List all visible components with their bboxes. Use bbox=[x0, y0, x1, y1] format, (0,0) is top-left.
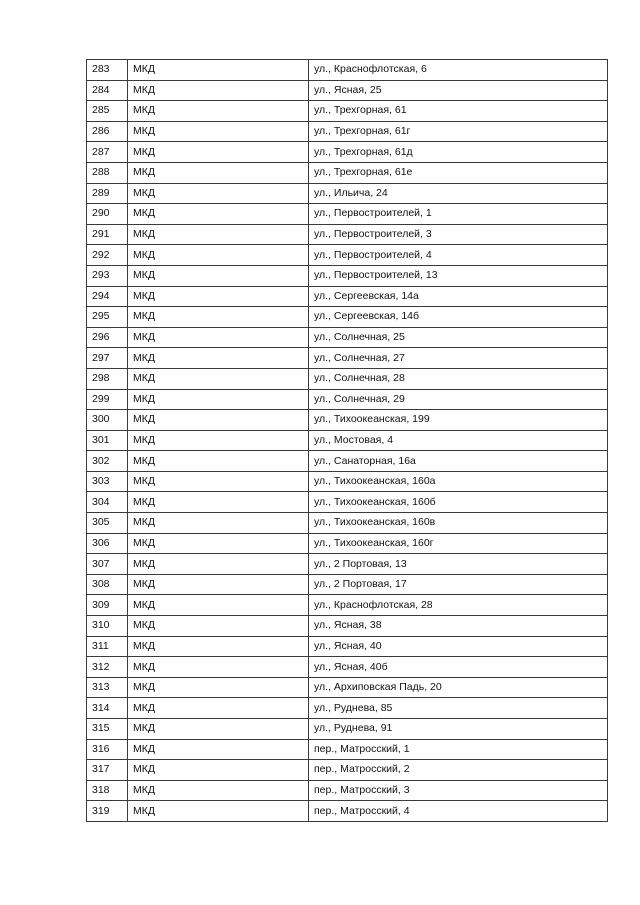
row-number-cell: 318 bbox=[87, 780, 128, 801]
address-cell: ул., 2 Портовая, 13 bbox=[309, 554, 608, 575]
object-type-cell: МКД bbox=[128, 801, 309, 822]
row-number-cell: 317 bbox=[87, 760, 128, 781]
row-number-cell: 286 bbox=[87, 121, 128, 142]
object-type-cell: МКД bbox=[128, 121, 309, 142]
object-type-cell: МКД bbox=[128, 698, 309, 719]
table-row bbox=[87, 780, 608, 801]
address-cell: ул., Тихоокеанская, 160в bbox=[309, 513, 608, 534]
table-row bbox=[87, 307, 608, 328]
address-cell: ул., 2 Портовая, 17 bbox=[309, 574, 608, 595]
address-cell: ул., Ильича, 24 bbox=[309, 183, 608, 204]
row-number-cell: 295 bbox=[87, 307, 128, 328]
object-type-cell: МКД bbox=[128, 719, 309, 740]
address-cell: ул., Сергеевская, 14б bbox=[309, 307, 608, 328]
address-cell: ул., Солнечная, 29 bbox=[309, 389, 608, 410]
table-row bbox=[87, 348, 608, 369]
address-cell: ул., Трехгорная, 61е bbox=[309, 162, 608, 183]
table-row bbox=[87, 162, 608, 183]
object-type-cell: МКД bbox=[128, 245, 309, 266]
object-type-cell: МКД bbox=[128, 204, 309, 225]
object-type-cell: МКД bbox=[128, 348, 309, 369]
row-number-cell: 312 bbox=[87, 657, 128, 678]
object-type-cell: МКД bbox=[128, 657, 309, 678]
table-row bbox=[87, 224, 608, 245]
row-number-cell: 283 bbox=[87, 60, 128, 81]
address-cell: ул., Руднева, 91 bbox=[309, 719, 608, 740]
address-cell: ул., Ясная, 38 bbox=[309, 616, 608, 637]
address-cell: ул., Руднева, 85 bbox=[309, 698, 608, 719]
address-table bbox=[86, 59, 608, 822]
address-cell: ул., Первостроителей, 13 bbox=[309, 265, 608, 286]
table-row bbox=[87, 389, 608, 410]
object-type-cell: МКД bbox=[128, 389, 309, 410]
address-cell: ул., Тихоокеанская, 160а bbox=[309, 471, 608, 492]
row-number-cell: 308 bbox=[87, 574, 128, 595]
table-row bbox=[87, 142, 608, 163]
object-type-cell: МКД bbox=[128, 533, 309, 554]
table-row bbox=[87, 616, 608, 637]
address-table-body bbox=[87, 60, 608, 822]
table-row bbox=[87, 60, 608, 81]
table-row bbox=[87, 677, 608, 698]
address-cell: ул., Тихоокеанская, 160г bbox=[309, 533, 608, 554]
row-number-cell: 301 bbox=[87, 430, 128, 451]
table-row bbox=[87, 574, 608, 595]
table-row bbox=[87, 265, 608, 286]
object-type-cell: МКД bbox=[128, 410, 309, 431]
address-cell: ул., Первостроителей, 3 bbox=[309, 224, 608, 245]
row-number-cell: 310 bbox=[87, 616, 128, 637]
row-number-cell: 313 bbox=[87, 677, 128, 698]
table-row bbox=[87, 101, 608, 122]
row-number-cell: 296 bbox=[87, 327, 128, 348]
object-type-cell: МКД bbox=[128, 616, 309, 637]
table-row bbox=[87, 719, 608, 740]
address-cell: ул., Мостовая, 4 bbox=[309, 430, 608, 451]
row-number-cell: 298 bbox=[87, 368, 128, 389]
table-row bbox=[87, 410, 608, 431]
table-row bbox=[87, 739, 608, 760]
object-type-cell: МКД bbox=[128, 224, 309, 245]
table-row bbox=[87, 471, 608, 492]
row-number-cell: 293 bbox=[87, 265, 128, 286]
object-type-cell: МКД bbox=[128, 60, 309, 81]
table-row bbox=[87, 513, 608, 534]
object-type-cell: МКД bbox=[128, 327, 309, 348]
table-row bbox=[87, 286, 608, 307]
row-number-cell: 289 bbox=[87, 183, 128, 204]
row-number-cell: 302 bbox=[87, 451, 128, 472]
row-number-cell: 307 bbox=[87, 554, 128, 575]
table-row bbox=[87, 636, 608, 657]
address-cell: ул., Ясная, 40 bbox=[309, 636, 608, 657]
row-number-cell: 311 bbox=[87, 636, 128, 657]
row-number-cell: 290 bbox=[87, 204, 128, 225]
address-cell: ул., Тихоокеанская, 199 bbox=[309, 410, 608, 431]
address-cell: ул., Солнечная, 27 bbox=[309, 348, 608, 369]
row-number-cell: 288 bbox=[87, 162, 128, 183]
table-row bbox=[87, 801, 608, 822]
address-cell: ул., Трехгорная, 61 bbox=[309, 101, 608, 122]
table-row bbox=[87, 760, 608, 781]
row-number-cell: 300 bbox=[87, 410, 128, 431]
object-type-cell: МКД bbox=[128, 101, 309, 122]
table-row bbox=[87, 183, 608, 204]
row-number-cell: 284 bbox=[87, 80, 128, 101]
object-type-cell: МКД bbox=[128, 595, 309, 616]
row-number-cell: 285 bbox=[87, 101, 128, 122]
row-number-cell: 294 bbox=[87, 286, 128, 307]
address-cell: ул., Ясная, 40б bbox=[309, 657, 608, 678]
address-cell: ул., Краснофлотская, 6 bbox=[309, 60, 608, 81]
table-row bbox=[87, 121, 608, 142]
address-cell: пер., Матросский, 2 bbox=[309, 760, 608, 781]
address-cell: ул., Тихоокеанская, 160б bbox=[309, 492, 608, 513]
object-type-cell: МКД bbox=[128, 554, 309, 575]
address-cell: ул., Первостроителей, 4 bbox=[309, 245, 608, 266]
table-row bbox=[87, 451, 608, 472]
table-row bbox=[87, 554, 608, 575]
table-row bbox=[87, 204, 608, 225]
object-type-cell: МКД bbox=[128, 307, 309, 328]
object-type-cell: МКД bbox=[128, 142, 309, 163]
table-row bbox=[87, 245, 608, 266]
object-type-cell: МКД bbox=[128, 265, 309, 286]
object-type-cell: МКД bbox=[128, 286, 309, 307]
object-type-cell: МКД bbox=[128, 430, 309, 451]
address-cell: ул., Первостроителей, 1 bbox=[309, 204, 608, 225]
row-number-cell: 314 bbox=[87, 698, 128, 719]
row-number-cell: 304 bbox=[87, 492, 128, 513]
object-type-cell: МКД bbox=[128, 451, 309, 472]
row-number-cell: 292 bbox=[87, 245, 128, 266]
address-cell: ул., Трехгорная, 61д bbox=[309, 142, 608, 163]
object-type-cell: МКД bbox=[128, 739, 309, 760]
address-cell: ул., Ясная, 25 bbox=[309, 80, 608, 101]
address-cell: ул., Солнечная, 25 bbox=[309, 327, 608, 348]
table-row bbox=[87, 533, 608, 554]
address-cell: пер., Матросский, 3 bbox=[309, 780, 608, 801]
row-number-cell: 297 bbox=[87, 348, 128, 369]
table-row bbox=[87, 698, 608, 719]
object-type-cell: МКД bbox=[128, 471, 309, 492]
object-type-cell: МКД bbox=[128, 80, 309, 101]
object-type-cell: МКД bbox=[128, 513, 309, 534]
row-number-cell: 299 bbox=[87, 389, 128, 410]
table-row bbox=[87, 327, 608, 348]
table-row bbox=[87, 492, 608, 513]
row-number-cell: 305 bbox=[87, 513, 128, 534]
row-number-cell: 291 bbox=[87, 224, 128, 245]
object-type-cell: МКД bbox=[128, 574, 309, 595]
object-type-cell: МКД bbox=[128, 368, 309, 389]
table-row bbox=[87, 595, 608, 616]
table-row bbox=[87, 430, 608, 451]
object-type-cell: МКД bbox=[128, 636, 309, 657]
object-type-cell: МКД bbox=[128, 492, 309, 513]
object-type-cell: МКД bbox=[128, 162, 309, 183]
object-type-cell: МКД bbox=[128, 677, 309, 698]
address-cell: ул., Трехгорная, 61г bbox=[309, 121, 608, 142]
address-cell: ул., Архиповская Падь, 20 bbox=[309, 677, 608, 698]
row-number-cell: 303 bbox=[87, 471, 128, 492]
row-number-cell: 309 bbox=[87, 595, 128, 616]
table-row bbox=[87, 368, 608, 389]
address-cell: пер., Матросский, 1 bbox=[309, 739, 608, 760]
table-row bbox=[87, 657, 608, 678]
table-row bbox=[87, 80, 608, 101]
row-number-cell: 306 bbox=[87, 533, 128, 554]
address-cell: ул., Сергеевская, 14а bbox=[309, 286, 608, 307]
address-cell: ул., Солнечная, 28 bbox=[309, 368, 608, 389]
row-number-cell: 319 bbox=[87, 801, 128, 822]
address-cell: ул., Краснофлотская, 28 bbox=[309, 595, 608, 616]
object-type-cell: МКД bbox=[128, 760, 309, 781]
object-type-cell: МКД bbox=[128, 780, 309, 801]
row-number-cell: 315 bbox=[87, 719, 128, 740]
object-type-cell: МКД bbox=[128, 183, 309, 204]
row-number-cell: 316 bbox=[87, 739, 128, 760]
address-cell: пер., Матросский, 4 bbox=[309, 801, 608, 822]
row-number-cell: 287 bbox=[87, 142, 128, 163]
address-cell: ул., Санаторная, 16а bbox=[309, 451, 608, 472]
